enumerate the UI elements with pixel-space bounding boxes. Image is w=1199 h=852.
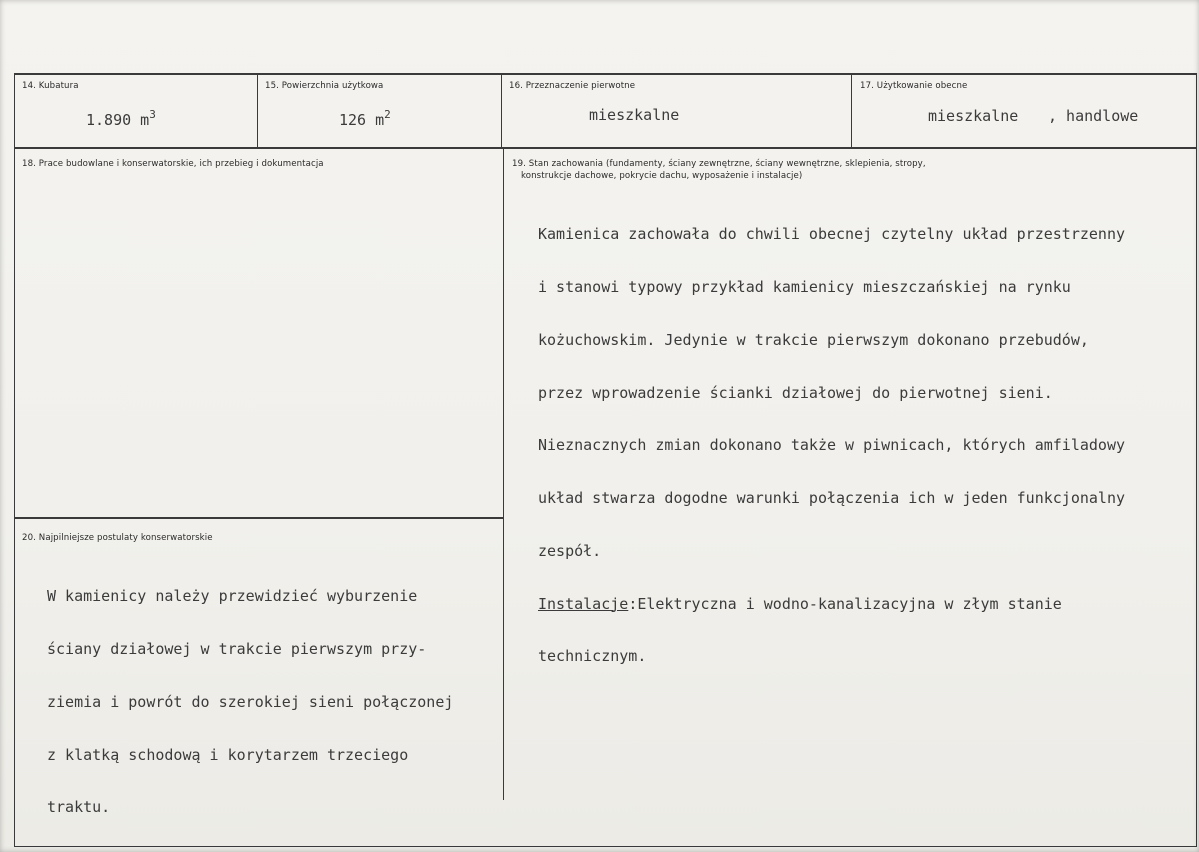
field-19-line: Nieznacznych zmian dokonano także w piwnicach, których amfiladowy bbox=[538, 436, 1125, 455]
field-16-value: mieszkalne bbox=[589, 106, 680, 124]
field-20-line: W kamienicy należy przewidzieć wyburzenie bbox=[47, 587, 418, 606]
field-19-line: przez wprowadzenie ścianki działowej do pierwotnej sieni. bbox=[538, 383, 1053, 402]
field-19-line: Kamienica zachowała do chwili obecnej czytelny układ przestrzenny bbox=[538, 225, 1125, 244]
field-15-label: 15. Powierzchnia użytkowa bbox=[265, 81, 384, 91]
divider-16-17 bbox=[851, 73, 852, 149]
row1-bottom-rule bbox=[14, 147, 1197, 149]
field-19-line: układ stwarza dogodne warunki połączenia ich w jeden funkcjonalny bbox=[538, 489, 1125, 508]
install-text: :Elektryczna i wodno-kanalizacyjna w złym stanie bbox=[628, 594, 1062, 613]
field-20-line: ziemia i powrót do szerokiej sieni połączonej bbox=[47, 692, 454, 711]
field-19-line: kożuchowskim. Jedynie w trakcie pierwszym dokonano przebudów, bbox=[538, 330, 1089, 349]
field-14-label: 14. Kubatura bbox=[22, 81, 79, 91]
field-14-value-text: 1.890 m bbox=[86, 111, 150, 129]
install-heading: Instalacje bbox=[538, 594, 629, 613]
field-14-exponent: 3 bbox=[149, 108, 156, 121]
divider-18-19 bbox=[503, 147, 504, 800]
field-17-value-2: , handlowe bbox=[1048, 107, 1139, 125]
field-19-line: zespół. bbox=[538, 541, 602, 560]
field-19-line: i stanowi typowy przykład kamienicy mieszczańskiej na rynku bbox=[538, 277, 1071, 296]
field-18-label: 18. Prace budowlane i konserwatorskie, ich przebieg i dokumentacja bbox=[22, 159, 324, 169]
left-border bbox=[14, 73, 15, 847]
field-20-label: 20. Najpilniejsze postulaty konserwatorskie bbox=[22, 533, 213, 543]
section20-top-rule bbox=[14, 517, 504, 519]
field-17-label: 17. Użytkowanie obecne bbox=[860, 81, 968, 91]
field-19-install-line-2: technicznym. bbox=[538, 647, 647, 666]
field-20-line: z klatką schodową i korytarzem trzeciego bbox=[47, 745, 409, 764]
field-17-value-1: mieszkalne bbox=[928, 107, 1019, 125]
field-19-install-line bbox=[538, 596, 1125, 614]
field-20-text bbox=[47, 553, 453, 852]
right-border bbox=[1196, 73, 1197, 847]
field-19-text bbox=[538, 191, 1125, 701]
field-19-label-line-2: konstrukcje dachowe, pokrycie dachu, wyposażenie i instalacje) bbox=[521, 171, 803, 181]
field-15-exponent: 2 bbox=[384, 108, 391, 121]
field-20-line: traktu. bbox=[47, 798, 111, 817]
field-15-value bbox=[339, 106, 391, 130]
field-15-value-text: 126 m bbox=[339, 111, 385, 129]
field-16-label: 16. Przeznaczenie pierwotne bbox=[509, 81, 636, 91]
field-19-label-line-1: 19. Stan zachowania (fundamenty, ściany zewnętrzne, ściany wewnętrzne, sklepienia, stropy, bbox=[512, 159, 926, 169]
top-rule bbox=[14, 73, 1197, 75]
divider-15-16 bbox=[501, 73, 502, 149]
field-14-value bbox=[86, 106, 156, 130]
divider-14-15 bbox=[257, 73, 258, 149]
field-20-line: ściany działowej w trakcie pierwszym przy- bbox=[47, 639, 427, 658]
